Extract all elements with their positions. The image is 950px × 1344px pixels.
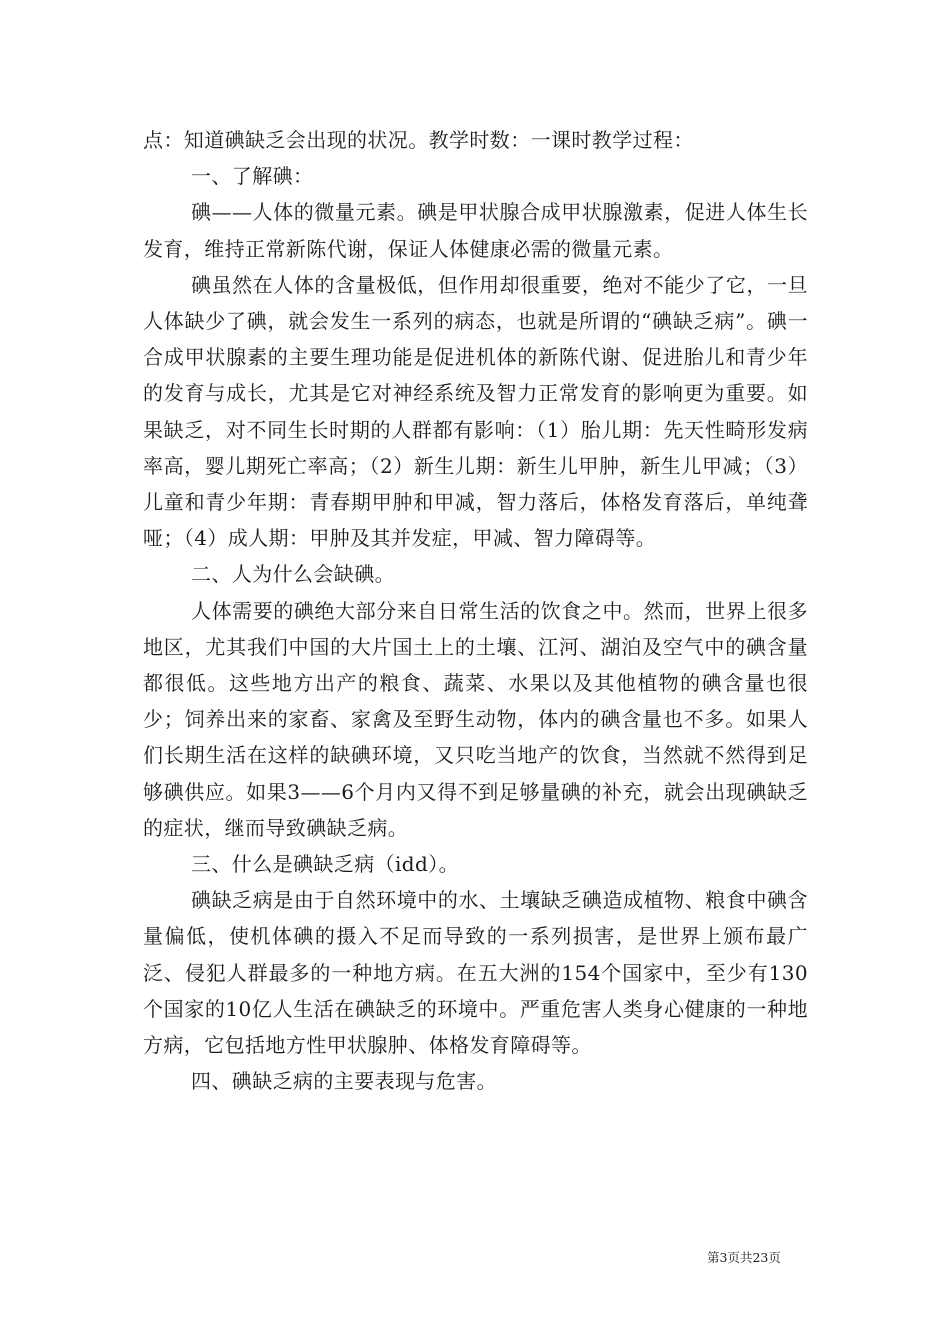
page-number-footer: 第3页共23页 bbox=[707, 1250, 781, 1265]
paragraph: 碘虽然在人体的含量极低，但作用却很重要，绝对不能少了它，一旦人体缺少了碘，就会发生一系列的病态，也就是所谓的“碘缺乏病”。碘一合成甲状腺素的主要生理功能是促进机体的新陈代谢、促进胎儿和青少年的发育与成长，尤其是它对神经系统及智力正常发育的影响更为重要。如果缺乏，对不同生长时期的人群都有影响：（1）胎儿期：先天性畸形发病率高，婴儿期死亡率高；（2）新生儿期：新生儿甲肿，新生儿甲减；（3）儿童和青少年期：青春期甲肿和甲减，智力落后，体格发育落后，单纯聋哑；（4）成人期：甲肿及其并发症，甲减、智力障碍等。 bbox=[143, 272, 808, 551]
paragraph: 碘——人体的微量元素。碘是甲状腺合成甲状腺激素，促进人体生长发育，维持正常新陈代谢，保证人体健康必需的微量元素。 bbox=[143, 200, 808, 261]
section-heading-4: 四、碘缺乏病的主要表现与危害。 bbox=[191, 1069, 497, 1094]
section-heading-2: 二、人为什么会缺碘。 bbox=[191, 562, 395, 587]
section-heading-1: 一、了解碘： bbox=[191, 164, 314, 189]
section-heading-3: 三、什么是碘缺乏病（idd）。 bbox=[191, 852, 460, 877]
document-body bbox=[143, 122, 808, 1099]
paragraph: 人体需要的碘绝大部分来自日常生活的饮食之中。然而，世界上很多地区，尤其我们中国的大片国土上的土壤、江河、湖泊及空气中的碘含量都很低。这些地方出产的粮食、蔬菜、水果以及其他植物的碘含量也很少；饲养出来的家畜、家禽及至野生动物，体内的碘含量也不多。如果人们长期生活在这样的缺碘环境，又只吃当地产的饮食，当然就不然得到足够碘供应。如果3——6个月内又得不到足够量碘的补充，就会出现碘缺乏的症状，继而导致碘缺乏病。 bbox=[143, 598, 808, 840]
paragraph: 碘缺乏病是由于自然环境中的水、土壤缺乏碘造成植物、粮食中碘含量偏低，使机体碘的摄入不足而导致的一系列损害，是世界上颁布最广泛、侵犯人群最多的一种地方病。在五大洲的154个国家中，至少有130个国家的10亿人生活在碘缺乏的环境中。严重危害人类身心健康的一种地方病，它包括地方性甲状腺肿、体格发育障碍等。 bbox=[143, 888, 808, 1058]
paragraph-intro-continuation: 点：知道碘缺乏会出现的状况。教学时数：一课时教学过程： bbox=[143, 128, 694, 152]
